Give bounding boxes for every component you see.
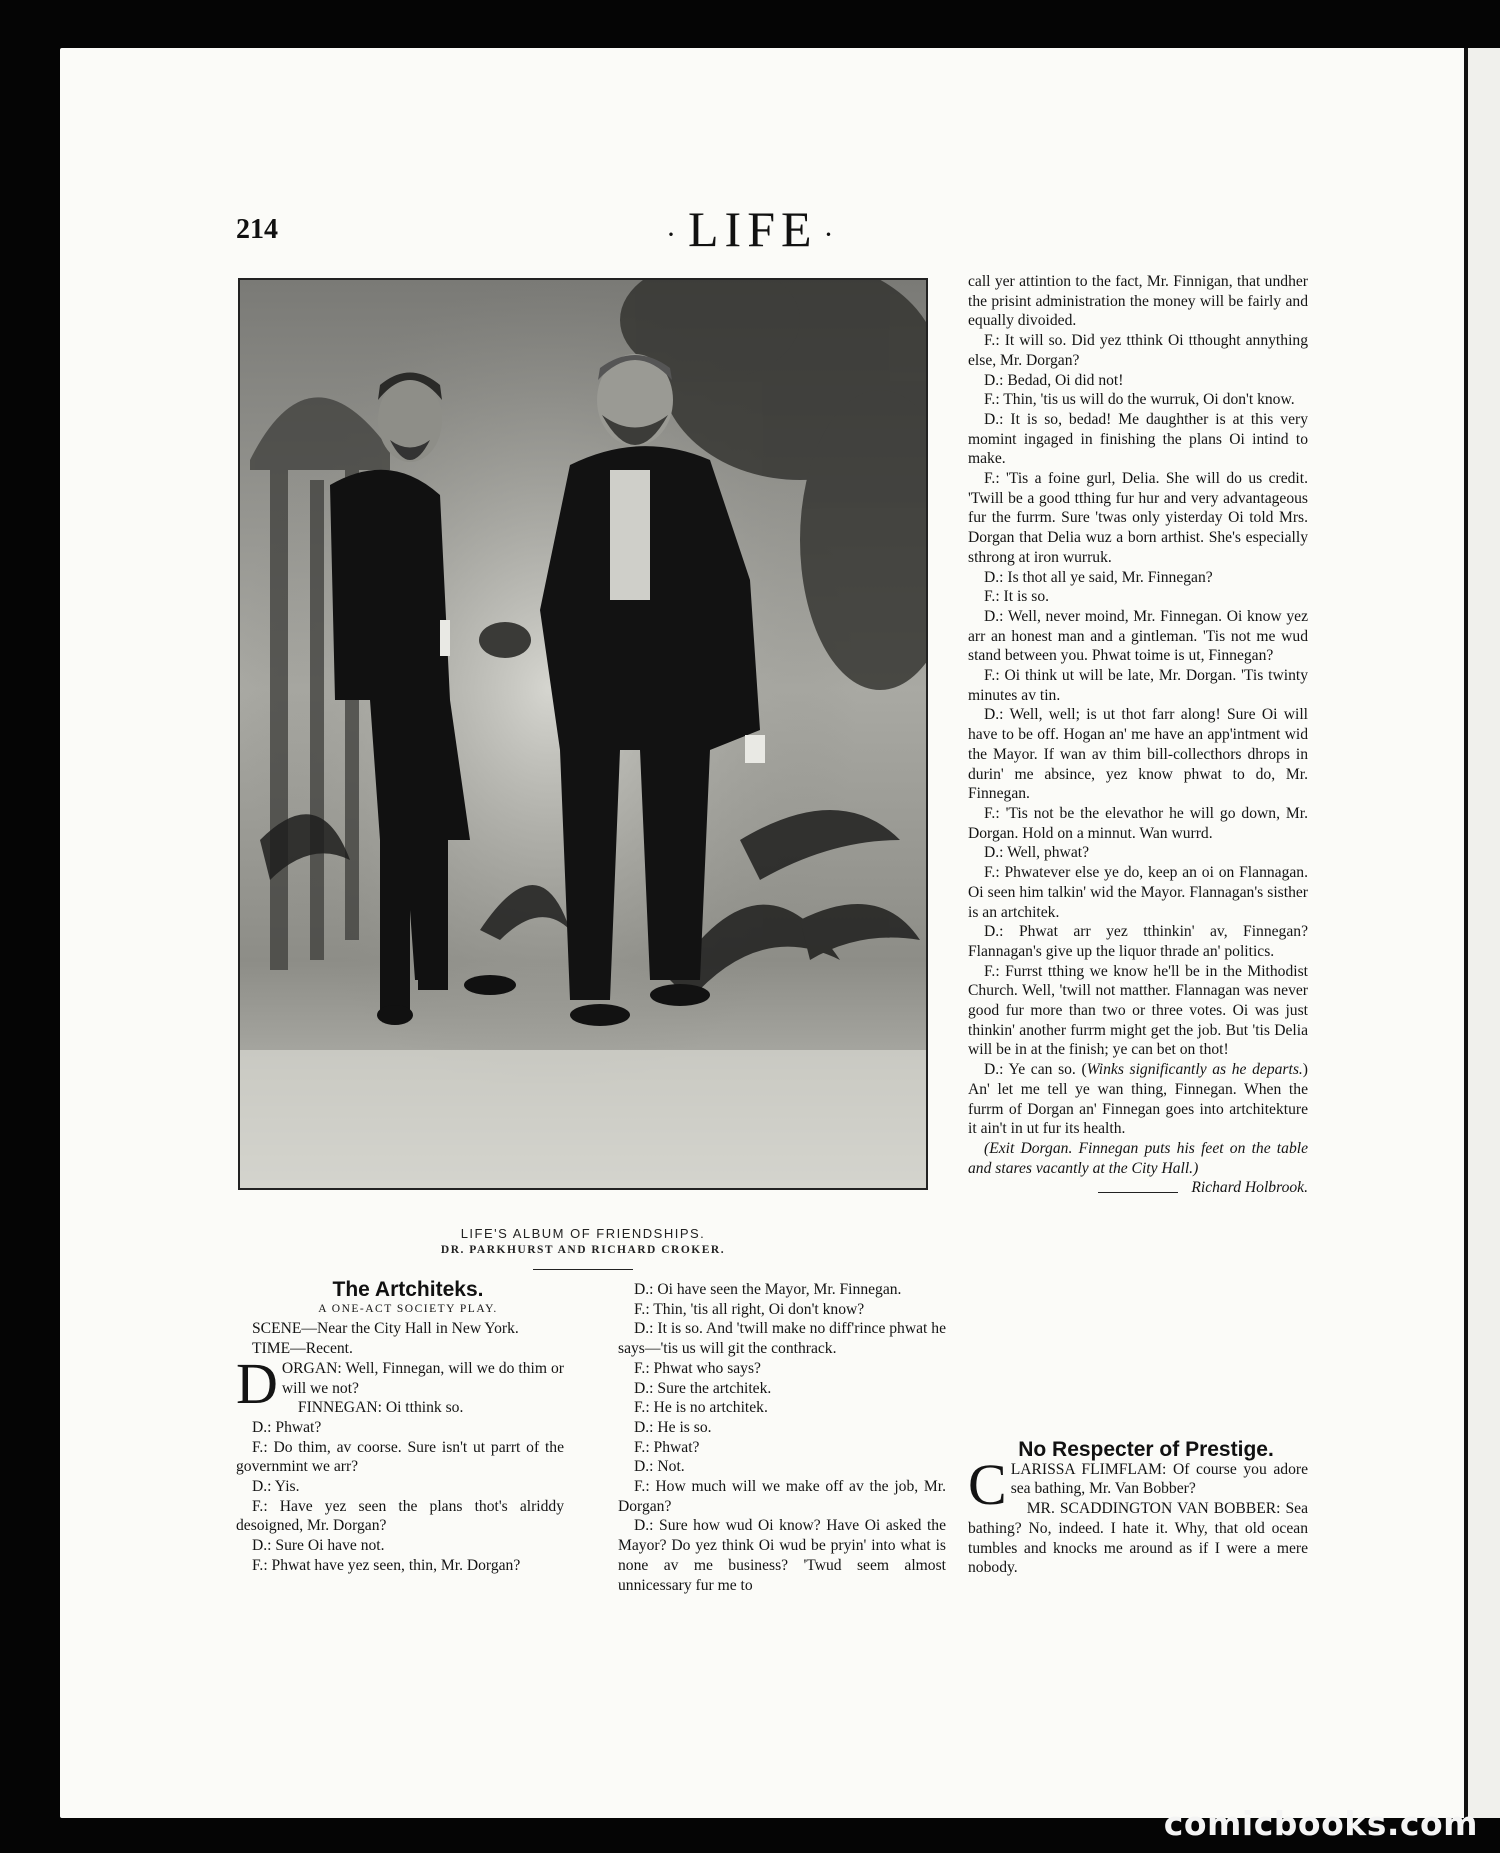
masthead-dot-left: ·	[666, 217, 682, 251]
dialogue-line: D.: Phwat arr yez tthinkin' av, Finnegan? Flannagan's give up the liquor thrade an' politics.	[968, 923, 1308, 960]
dialogue-line: F.: It will so. Did yez tthink Oi tthought annything else, Mr. Dorgan?	[968, 332, 1308, 369]
dialogue-line: D.: Not.	[634, 1458, 685, 1476]
dialogue-line: D.: Is thot all ye said, Mr. Finnegan?	[984, 568, 1213, 586]
dialogue-line: D.: It is so, bedad! Me daughther is at this very momint ingaged in finishing the plans Oi intind to make.	[968, 410, 1308, 468]
next-page-edge	[1464, 48, 1500, 1818]
dialogue-line: FINNEGAN: Oi tthink so.	[297, 1399, 464, 1417]
dialogue-line: D.: Well, phwat?	[984, 844, 1089, 862]
author-signature: Richard Holbrook.	[1191, 1179, 1308, 1197]
dialogue-line: call yer attintion to the fact, Mr. Finnigan, that undher the prisint administration the money will be fairly and equally divoided.	[968, 273, 1308, 330]
dialogue-line: F.: Thin, 'tis us will do the wurruk, Oi don't know.	[984, 391, 1295, 409]
dialogue-line: F.: How much will we make off av the job, Mr. Dorgan?	[618, 1478, 946, 1515]
dialogue-line: F.: It is so.	[984, 588, 1050, 606]
closing-line	[968, 1060, 1308, 1139]
dialogue-line: F.: Phwat who says?	[634, 1359, 761, 1377]
dropcap-c: C	[968, 1451, 1007, 1517]
column-4	[968, 1440, 1308, 1578]
photo-caption-names: DR. PARKHURST AND RICHARD CROKER.	[440, 1244, 726, 1256]
dialogue-line: D.: Sure the artchitek.	[634, 1379, 772, 1397]
dialogue-line: F.: Phwatever else ye do, keep an oi on Flannagan. Oi seen him talkin' wid the Mayor. Flannagan's sisther is an artchitek.	[968, 864, 1308, 921]
dialogue-line: F.: 'Tis not be the elevathor he will go down, Mr. Dorgan. Hold on a minnut. Wan wurrd.	[968, 804, 1308, 842]
col1-lines	[236, 1398, 564, 1575]
masthead	[660, 200, 846, 258]
dialogue-line: F.: Have yez seen the plans thot's alriddy desoigned, Mr. Dorgan?	[236, 1497, 564, 1535]
dialogue-line: F.: Thin, 'tis all right, Oi don't know?	[634, 1300, 865, 1318]
watermark: comicbooks.com	[1163, 1804, 1478, 1843]
opening-text: ORGAN: Well, Finnegan, will we do thim or will we not?	[281, 1359, 564, 1397]
dialogue-line: F.: Phwat have yez seen, thin, Mr. Dorgan?	[252, 1556, 521, 1574]
reply-text: : Sea bathing? No, indeed. I hate it. Why, that old ocean tumbles and knocks me around as if I were a mere nobody.	[968, 1500, 1308, 1577]
photograph-illustration	[240, 280, 926, 1188]
prestige-first-line: LARISSA FLIMFLAM: Of course you adore sea bathing, Mr. Van Bobber?	[1010, 1460, 1308, 1498]
dialogue-line: D.: It is so. And 'twill make no diff'rince phwat he says—'tis us will git the conthrack.	[618, 1320, 946, 1358]
page-number: 214	[236, 214, 278, 245]
dialogue-line: F.: 'Tis a foine gurl, Delia. She will do us credit. 'Twill be a good tthing fur hur and very advantageous fur the furrm. Sure 'twas only yisterday Oi told Mrs. Dorgan that Delia wuz a born arthist. She's especially sthrong at iron wurruk.	[968, 470, 1308, 566]
prestige-title: No Respecter of Prestige.	[1018, 1438, 1274, 1461]
dialogue-line: D.: Well, well; is ut thot farr along! Sure Oi will have to be off. Hogan an' me have an app'intment wid the Mayor. If wan av thim bill-collecthors dhrops in durin' me absince, yez know phwat to do, Mr. Finnegan.	[968, 706, 1308, 803]
scene-line: SCENE—Near the City Hall in New York.	[252, 1320, 519, 1338]
stage-direction: Winks significantly as he departs.	[1086, 1061, 1303, 1079]
column-2	[618, 1280, 946, 1595]
dialogue-line: F.: He is no artchitek.	[634, 1399, 768, 1417]
dialogue-line: D.: He is so.	[634, 1418, 712, 1436]
column-1	[236, 1280, 564, 1576]
exit-direction	[968, 1139, 1308, 1197]
time-line: TIME—Recent.	[252, 1340, 353, 1358]
section-rule	[1098, 1192, 1178, 1193]
dialogue-line: F.: Oi think ut will be late, Mr. Dorgan. 'Tis twinty minutes av tin.	[968, 667, 1308, 704]
dialogue-line: D.: Yis.	[252, 1478, 300, 1496]
dialogue-line: D.: Bedad, Oi did not!	[984, 371, 1124, 389]
closing-line-start: D.: Ye can so. (	[984, 1061, 1087, 1079]
dialogue-line: F.: Do thim, av coorse. Sure isn't ut parrt of the governmint we arr?	[236, 1438, 564, 1476]
photo-caption-title: LIFE'S ALBUM OF FRIENDSHIPS.	[460, 1226, 706, 1241]
prestige-reply	[968, 1499, 1308, 1578]
artchiteks-subtitle: A ONE-ACT SOCIETY PLAY.	[318, 1302, 498, 1315]
closing-line-end: ) An' let me tell ye wan thing, Finnegan. When the furrm of Dorgan an' Finnegan goes into artchitekture it ain't in ut fur its health.	[968, 1061, 1308, 1138]
dialogue-line: D.: Sure how wud Oi know? Have Oi asked the Mayor? Do yez think Oi wud be pryin' into what is none av me business? 'Twud seem almost unnicessary fur me to	[618, 1517, 946, 1594]
masthead-title: LIFE	[688, 201, 818, 257]
artchiteks-title: The Artchiteks.	[332, 1278, 484, 1301]
dialogue-line: D.: Well, never moind, Mr. Finnegan. Oi know yez arr an honest man and a gintleman. 'Tis not me wud stand between you. Phwat toime is ut, Finnegan?	[968, 607, 1308, 665]
photograph-two-men-handshake	[238, 278, 928, 1190]
exit-text: (Exit Dorgan. Finnegan puts his feet on the table and stares vacantly at the City Hall.)	[968, 1139, 1308, 1177]
dialogue-line: D.: Oi have seen the Mayor, Mr. Finnegan.	[634, 1281, 902, 1298]
column-3	[968, 272, 1308, 1198]
caption-rule	[533, 1269, 633, 1270]
dialogue-line: D.: Sure Oi have not.	[252, 1537, 385, 1555]
speaker-name: MR. SCADDINGTON VAN BOBBER	[1026, 1500, 1277, 1518]
dropcap-d: D	[236, 1350, 278, 1416]
dialogue-line: F.: Furrst tthing we know he'll be in the Mithodist Church. Well, 'twill not matther. Flannagan was never good fur more than two or three votes. Oi was just thinkin' another furrm might get the job. But 'tis Delia will be in at the finish; ye can bet on thot!	[968, 962, 1308, 1059]
dialogue-line: F.: Phwat?	[634, 1438, 700, 1456]
masthead-dot-right: ·	[823, 217, 840, 251]
dialogue-line: D.: Phwat?	[252, 1418, 322, 1436]
